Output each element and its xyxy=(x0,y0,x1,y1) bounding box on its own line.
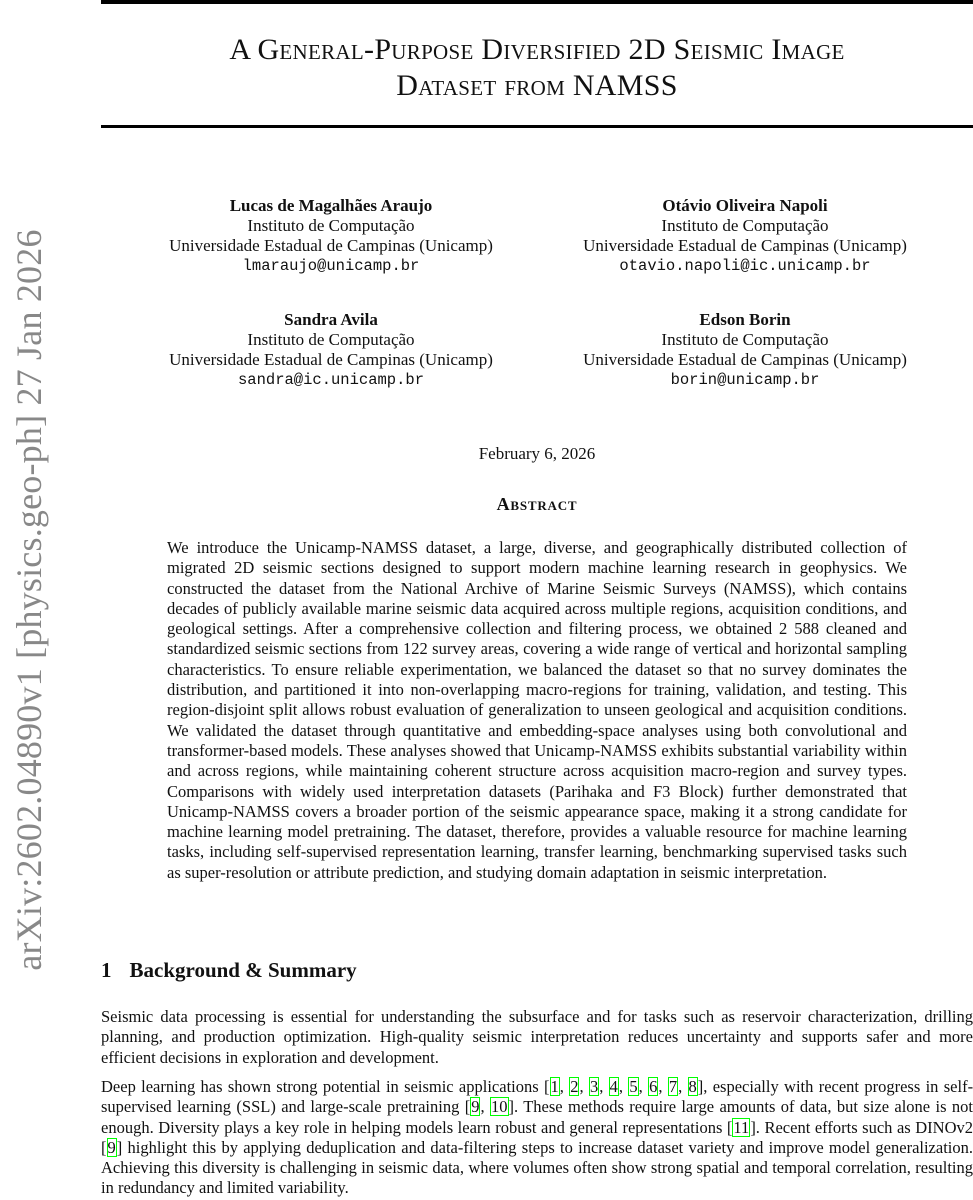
citation-link[interactable]: 3 xyxy=(589,1077,599,1096)
author-university: Universidade Estadual de Campinas (Unicamp) xyxy=(169,350,493,369)
body-paragraph-1: Seismic data processing is essential for understanding the subsurface and for tasks such as reservoir characterization, drilling planning, and production optimization. High-quality seismic interpretation reduces uncertainty and supports safer and more efficient decisions in exploration and development. xyxy=(101,1007,973,1067)
author-block-1 xyxy=(131,196,531,276)
author-email[interactable]: otavio.napoli@ic.unicamp.br xyxy=(619,257,871,275)
author-email[interactable]: lmaraujo@unicamp.br xyxy=(242,257,420,275)
author-name: Edson Borin xyxy=(699,310,791,329)
author-block-4 xyxy=(545,310,945,390)
citation-link[interactable]: 11 xyxy=(733,1117,750,1137)
author-block-3 xyxy=(131,310,531,390)
citation-link[interactable]: 1 xyxy=(550,1077,559,1096)
citation-link[interactable]: 8 xyxy=(688,1077,697,1096)
citation-link[interactable]: 6 xyxy=(649,1077,658,1096)
paragraph-text: Deep learning has shown strong potential in seismic applications [ xyxy=(101,1077,550,1096)
citation-link[interactable]: 10 xyxy=(491,1097,508,1117)
arxiv-identifier: arXiv:2602.04890v1 [physics.geo-ph] 27 Jan 2026 xyxy=(9,229,49,971)
author-email[interactable]: borin@unicamp.br xyxy=(670,371,820,389)
paragraph-text: ]. Recent efforts such as DINOv2 [ xyxy=(101,1117,973,1157)
citation-link[interactable]: 9 xyxy=(471,1097,480,1117)
publication-date: February 6, 2026 xyxy=(478,444,596,463)
author-name: Otávio Oliveira Napoli xyxy=(662,196,828,215)
author-institute: Instituto de Computação xyxy=(247,216,415,235)
author-university: Universidade Estadual de Campinas (Unicamp) xyxy=(583,236,907,255)
author-block-2 xyxy=(545,196,945,276)
author-name: Sandra Avila xyxy=(284,310,378,329)
section-heading xyxy=(101,957,357,983)
title-line-2: Dataset from NAMSS xyxy=(396,69,678,102)
body-paragraph-2: Deep learning has shown strong potential in seismic applications [1, 2, 3, 4, 5, 6, 7, 8], especially with recent progress in self-supervised learning (SSL) and large-scale pretraining [9, 10]. These methods require large amounts of data, but size alone is not enough. Diversity plays a key role in helping models learn robust and general representations [11]. Recent efforts such as DINOv2 [9] highlight this by applying deduplication and data-filtering steps to increase dataset variety and improve model generalization. Achieving this diversity is challenging in seismic data, where volumes often show strong spatial and temporal correlation, resulting in redundancy and limited variability. xyxy=(101,1077,973,1198)
citation-link[interactable]: 4 xyxy=(609,1077,618,1096)
section-number: 1 xyxy=(101,958,112,982)
author-university: Universidade Estadual de Campinas (Unicamp) xyxy=(583,350,907,369)
section-title: Background & Summary xyxy=(129,958,357,982)
author-institute: Instituto de Computação xyxy=(247,330,415,349)
paper-title xyxy=(101,32,973,104)
citation-link[interactable]: 7 xyxy=(668,1077,678,1096)
abstract-heading: Abstract xyxy=(496,494,578,514)
author-email[interactable]: sandra@ic.unicamp.br xyxy=(237,371,425,389)
citation-link[interactable]: 9 xyxy=(107,1137,116,1157)
author-university: Universidade Estadual de Campinas (Unicamp) xyxy=(169,236,493,255)
author-name: Lucas de Magalhães Araujo xyxy=(229,196,433,215)
title-rule-bottom xyxy=(101,125,973,128)
author-institute: Instituto de Computação xyxy=(661,216,829,235)
citation-link[interactable]: 5 xyxy=(629,1077,638,1096)
abstract-text: We introduce the Unicamp-NAMSS dataset, a large, diverse, and geographically distributed collection of migrated 2D seismic sections designed to support modern machine learning research in geophysics. We constructed the dataset from the National Archive of Marine Seismic Surveys (NAMSS), which contains decades of publicly available marine seismic data acquired across multiple regions, acquisition conditions, and geological settings. After a comprehensive collection and filtering process, we obtained 2 588 cleaned and standardized seismic sections from 122 survey areas, covering a wide range of vertical and horizontal sampling characteristics. To ensure reliable experimentation, we balanced the dataset so that no survey dominates the distribution, and partitioned it into non-overlapping macro-regions for training, validation, and testing. This region-disjoint split allows robust evaluation of generalization to unseen geological and acquisition conditions. We validated the dataset through quantitative and embedding-space analyses using both convolutional and transformer-based models. These analyses showed that Unicamp-NAMSS exhibits substantial variability within and across regions, while maintaining coherent structure across acquisition macro-region and survey types. Comparisons with widely used interpretation datasets (Parihaka and F3 Block) further demonstrated that Unicamp-NAMSS covers a broader portion of the seismic appearance space, making it a strong candidate for machine learning model pretraining. The dataset, therefore, provides a valuable resource for machine learning tasks, including self-supervised representation learning, transfer learning, benchmarking supervised tasks such as super-resolution or attribute prediction, and studying domain adaptation in seismic interpretation. xyxy=(167,538,907,882)
author-institute: Instituto de Computação xyxy=(661,330,829,349)
title-rule-top xyxy=(101,0,973,4)
paragraph-text: ], especially with recent progress in self-supervised learning (SSL) and large-scale pretraining [ xyxy=(101,1077,973,1117)
title-line-1: A General-Purpose Diversified 2D Seismic Image xyxy=(229,33,845,66)
paragraph-text: ]. These methods require large amounts of data, but size alone is not enough. Diversity plays a key role in helping models learn robust and general representations [ xyxy=(101,1097,973,1137)
citation-link[interactable]: 2 xyxy=(570,1077,579,1096)
paragraph-text: ] highlight this by applying deduplication and data-filtering steps to increase dataset variety and improve model generalization. Achieving this diversity is challenging in seismic data, where volumes often show strong spatial and temporal correlation, resulting in redundancy and limited variability. xyxy=(101,1137,973,1198)
